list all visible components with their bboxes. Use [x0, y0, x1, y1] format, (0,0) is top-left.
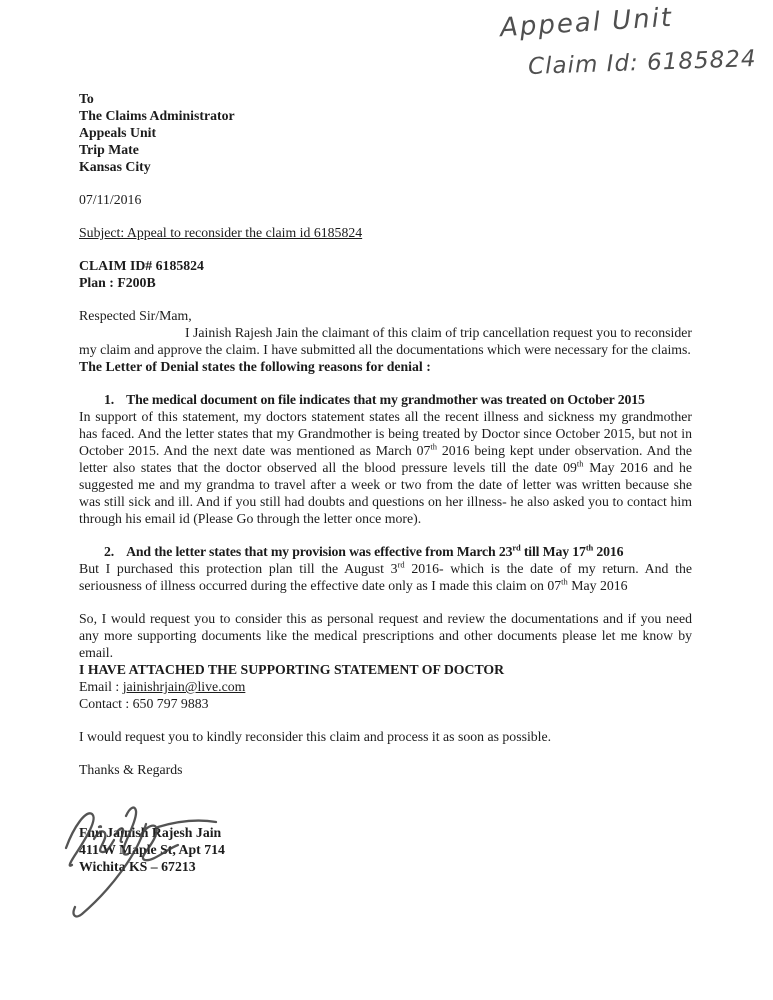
denial-item-1-body: In support of this statement, my doctors statement states all the recent illness and sickness my grandmother has faced. And the letter states that my Grandmother is being treated by Doctor since October 2015, but not in October 2015. And the next date was mentioned as March 07th 2016 being kept under observation. And the letter also states that the doctor observed all the blood pressure levels till the date 09th May 2016 and he suggested me and my grandma to travel after a week or two from the date of letter was written because she was still sick and ill. And if you still had doubts and questions on her illness- he also asked you to contact him through his email id (Please Go through the letter once more).	[79, 409, 692, 526]
recipient-line-claims-administrator: The Claims Administrator	[79, 108, 235, 123]
recipient-line-to: To	[79, 91, 94, 106]
closing-block	[79, 610, 692, 712]
recipient-line-kansas-city: Kansas City	[79, 159, 151, 174]
address-city: Wichita KS – 67213	[79, 859, 196, 874]
letter-date: 07/11/2016	[79, 192, 142, 207]
claim-id-line: CLAIM ID# 6185824	[79, 258, 204, 273]
recipient-line-appeals-unit: Appeals Unit	[79, 125, 157, 140]
denial-item-1-heading-text: The medical document on file indicates that my grandmother was treated on October 2015	[126, 392, 645, 407]
handwritten-claim-id-note: Claim Id: 6185824	[527, 46, 757, 80]
signature-block	[79, 824, 692, 875]
claim-info-block	[79, 257, 692, 291]
denial-reasons-heading: The Letter of Denial states the following reasons for denial :	[79, 359, 431, 374]
email-link[interactable]: jainishrjain@live.com	[122, 679, 246, 694]
denial-item-2-heading	[79, 543, 692, 560]
intro-paragraph: I Jainish Rajesh Jain the claimant of this claim of trip cancellation request you to reconsider my claim and approve the claim. I have submitted all the documentations which were necessary for the claims.	[79, 325, 692, 357]
letter-body	[79, 90, 692, 875]
denial-item-1	[79, 391, 692, 527]
email-label: Email :	[79, 679, 123, 694]
recipient-block	[79, 90, 692, 175]
denial-item-2-body: But I purchased this protection plan till the August 3rd 2016- which is the date of my return. And the seriousness of illness occurred during the effective date only as I made this claim on 07th May 2016	[79, 559, 692, 593]
salutation: Respected Sir/Mam,	[79, 308, 192, 323]
signer-name: Fnu Jainish Rajesh Jain	[79, 825, 222, 840]
denial-item-1-number: 1.	[104, 392, 115, 407]
denial-item-1-heading	[79, 391, 692, 408]
thanks-regards: Thanks & Regards	[79, 762, 183, 777]
recipient-line-trip-mate: Trip Mate	[79, 142, 139, 157]
denial-item-2-number: 2.	[104, 544, 115, 559]
opening-block	[79, 307, 692, 375]
denial-item-2-heading-text: And the letter states that my provision was effective from March 23rd till May 17th 2016	[126, 542, 624, 559]
handwritten-appeal-unit-note: Appeal Unit	[499, 2, 674, 44]
contact-line: Contact : 650 797 9883	[79, 696, 209, 711]
email-line	[79, 678, 692, 695]
attachment-note: I HAVE ATTACHED THE SUPPORTING STATEMENT OF DOCTOR	[79, 662, 505, 677]
signature-area	[79, 778, 692, 824]
closing-paragraph: So, I would request you to consider this as personal request and review the documentations and if you need any more supporting documents like the medical prescriptions and other documents please let me know by email.	[79, 611, 692, 660]
subject-line: Subject: Appeal to reconsider the claim id 6185824	[79, 225, 363, 240]
address-street: 411 W Maple St, Apt 714	[79, 842, 225, 857]
request-line: I would request you to kindly reconsider this claim and process it as soon as possible.	[79, 729, 552, 744]
plan-line: Plan : F200B	[79, 275, 156, 290]
denial-item-2	[79, 543, 692, 594]
